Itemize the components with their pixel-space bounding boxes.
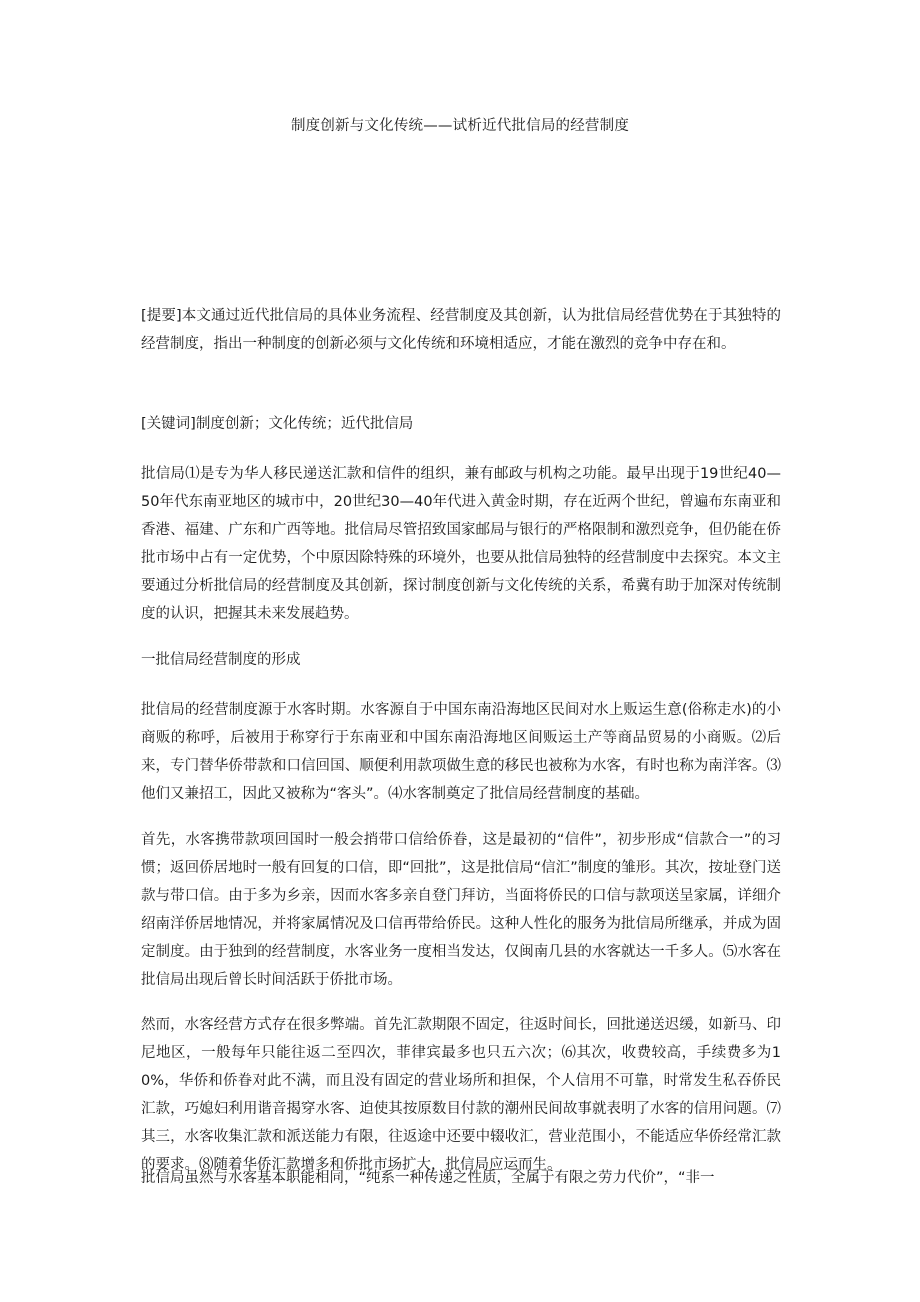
keywords-paragraph: [关键词]制度创新；文化传统；近代批信局 xyxy=(141,416,414,432)
pijuju-paragraph: 批信局虽然与水客基本职能相同，“纯系一种传递之性质，全属于有限之劳力代价”，“非一 xyxy=(141,1170,715,1186)
abstract-paragraph: [提要]本文通过近代批信局的具体业务流程、经营制度及其创新，认为批信局经营优势在于其独特的经营制度，指出一种制度的创新必须与文化传统和环境相适应，才能在激烈的竞争中存在和。 xyxy=(141,308,781,352)
document-title: 制度创新与文化传统——试析近代批信局的经营制度 xyxy=(290,118,630,134)
first-paragraph: 首先，水客携带款项回国时一般会捎带口信给侨眷，这是最初的“信件”，初步形成“信款合一”的习惯；返回侨居地时一般有回复的口信，即“回批”，这是批信局“信汇”制度的雏形。其次，按址登门送款与带口信。由于多为乡亲，因而水客多亲自登门拜访，当面将侨民的口信与款项送呈家属，详细介绍南洋侨居地情况，并将家属情况及口信再带给侨民。这种人性化的服务为批信局所继承，并成为固定制度。由于独到的经营制度，水客业务一度相当发达，仅闽南几县的水客就达一千多人。⑸水客在批信局出现后曾长时间活跃于侨批市场。 xyxy=(141,832,781,988)
however-paragraph: 然而，水客经营方式存在很多弊端。首先汇款期限不固定，往返时间长，回批递送迟缓，如新马、印尼地区，一般每年只能往返二至四次，菲律宾最多也只五六次；⑹其次，收费较高，手续费多为10%，华侨和侨眷对此不满，而且没有固定的营业场所和担保，个人信用不可靠，时常发生私吞侨民汇款，巧媳妇利用谐音揭穿水客、迫使其按原数目付款的潮州民间故事就表明了水客的信用问题。⑺其三，水客收集汇款和派送能力有限，往返途中还要中辍收汇，营业范围小，不能适应华侨经常汇款的要求。⑻随着华侨汇款增多和侨批市场扩大，批信局应运而生。 xyxy=(141,1017,781,1173)
section-heading: 一批信局经营制度的形成 xyxy=(141,652,301,668)
origin-paragraph: 批信局的经营制度源于水客时期。水客源自于中国东南沿海地区民间对水上贩运生意(俗称走水)的小商贩的称呼，后被用于称穿行于东南亚和中国东南沿海地区间贩运土产等商品贸易的小商贩。⑵后来，专门替华侨带款和口信回国、顺便利用款项做生意的移民也被称为水客，有时也称为南洋客。⑶他们又兼招工，因此又被称为“客头”。⑷水客制奠定了批信局经营制度的基础。 xyxy=(141,702,781,802)
intro-paragraph: 批信局⑴是专为华人移民递送汇款和信件的组织，兼有邮政与机构之功能。最早出现于19世纪40—50年代东南亚地区的城市中，20世纪30—40年代进入黄金时期，存在近两个世纪，曾遍布东南亚和香港、福建、广东和广西等地。批信局尽管招致国家邮局与银行的严格限制和激烈竞争，但仍能在侨批市场中占有一定优势，个中原因除特殊的环境外，也要从批信局独特的经营制度中去探究。本文主要通过分析批信局的经营制度及其创新，探讨制度创新与文化传统的关系，希冀有助于加深对传统制度的认识，把握其未来发展趋势。 xyxy=(141,466,781,622)
